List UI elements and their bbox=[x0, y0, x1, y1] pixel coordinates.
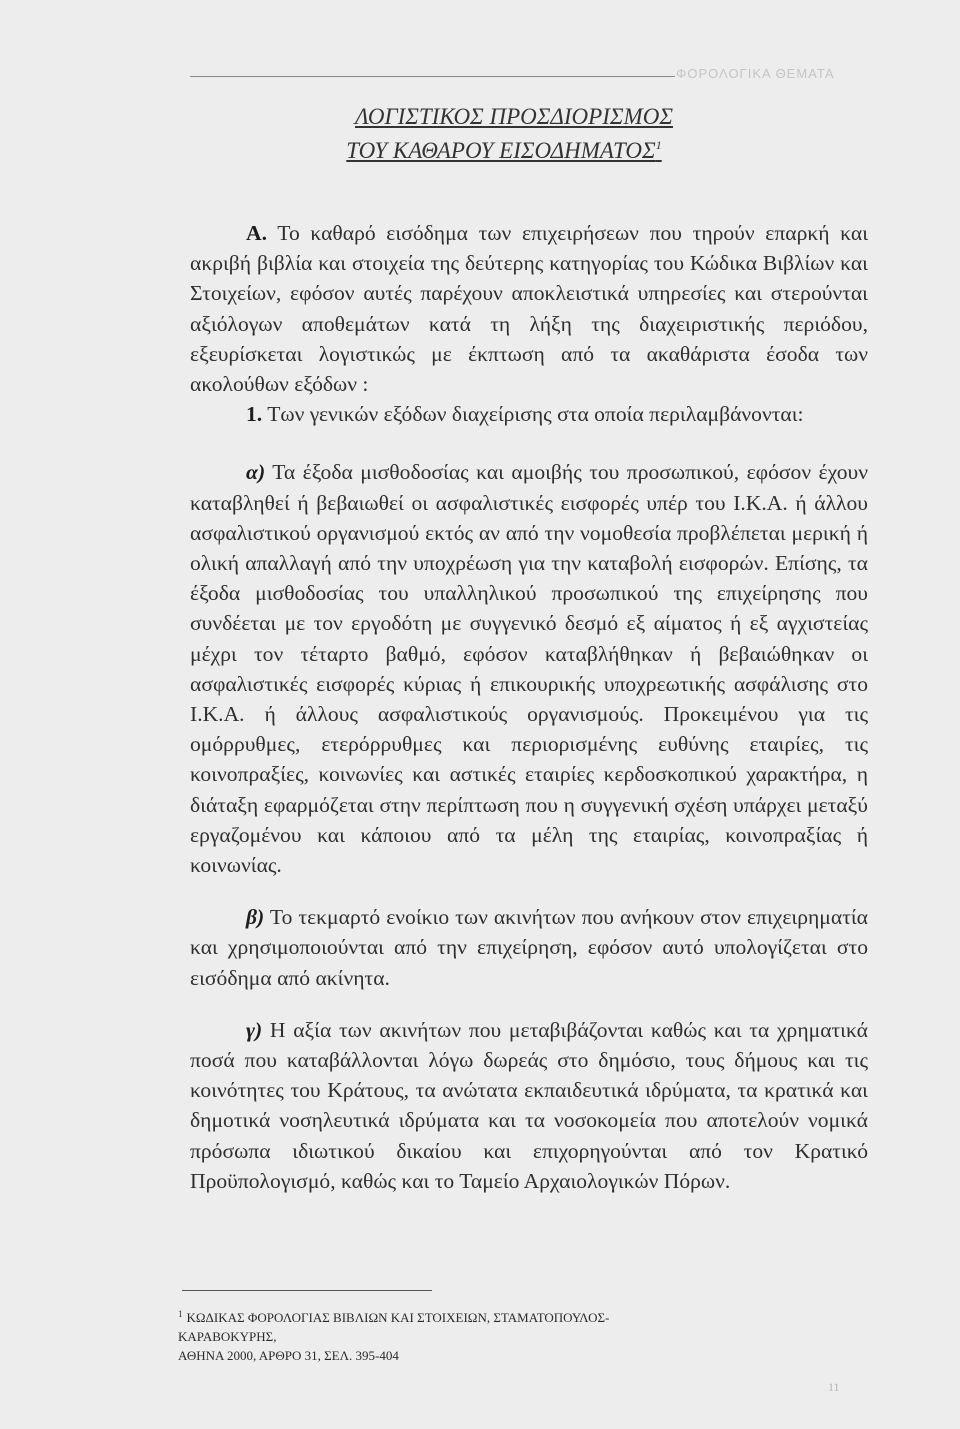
item-c-paragraph bbox=[190, 1015, 868, 1196]
title-footnote-ref: 1 bbox=[655, 138, 662, 152]
header-rule bbox=[190, 76, 675, 77]
body-text bbox=[190, 218, 868, 1196]
page-number: 11 bbox=[828, 1380, 840, 1394]
title-line-2 bbox=[0, 131, 960, 165]
footnote bbox=[178, 1305, 748, 1365]
footnote-mark: 1 bbox=[178, 1309, 183, 1319]
title-line-2-text: ΤΟΥ ΚΑΘΑΡΟΥ ΕΙΣΟΔΗΜΑΤΟΣ bbox=[346, 138, 656, 163]
footnote-line-1-text: ΚΩΔΙΚΑΣ ΦΟΡΟΛΟΓΙΑΣ ΒΙΒΛΙΩΝ ΚΑΙ ΣΤΟΙΧΕΙΩΝ, ΣΤΑΜΑΤΟΠΟΥΛΟΣ- bbox=[186, 1310, 610, 1325]
footnote-line-1 bbox=[178, 1305, 748, 1327]
item-c-mark: γ) bbox=[246, 1017, 263, 1042]
footnote-line-3: ΑΘΗΝΑ 2000, ΑΡΘΡΟ 31, ΣΕΛ. 395-404 bbox=[178, 1348, 399, 1363]
intro-paragraph bbox=[190, 218, 868, 399]
footnote-rule bbox=[182, 1290, 432, 1291]
footnote-line-2: ΚΑΡΑΒΟΚΥΡΗΣ, bbox=[178, 1329, 277, 1344]
point-text: Των γενικών εξόδων διαχείρισης στα οποία περιλαμβάνονται: bbox=[262, 402, 804, 427]
item-b-mark: β) bbox=[246, 905, 265, 930]
title-line-1: ΛΟΓΙΣΤΙΚΟΣ ΠΡΟΣΔΙΟΡΙΣΜΟΣ bbox=[355, 104, 673, 129]
item-a-text: Τα έξοδα μισθοδοσίας και αμοιβής του προσωπικού, εφόσον έχουν καταβληθεί ή βεβαιωθεί οι ασφαλιστικές εισφορές υπέρ του Ι.Κ.Α. ή άλλου ασφαλιστικού οργανισμού εκτός αν από την νομοθεσία προβλέπεται μερική ή ολική απαλλαγή από την υποχρέωση για την καταβολή εισφορών. Επίσης, τα έξοδα μισθοδοσίας του υπαλληλικού προσωπικού της επιχείρησης που συνδέεται με τον εργοδότη με συγγενικό δεσμό εξ αίματος ή εξ αγχιστείας μέχρι τον τέταρτο βαθμό, εφόσον καταβλήθηκαν ή βεβαιώθηκαν οι ασφαλιστικές εισφορές κύριας ή επικουρικής υποχρεωτικής ασφάλισης στο Ι.Κ.Α. ή άλλους ασφαλιστικούς οργανισμούς. Προκειμένου για τις ομόρρυθμες, ετερόρρυθμες και περιορισμένης ευθύνης εταιρίες, τις κοινοπραξίες, κοινωνίες και αστικές εταιρίες κερδοσκοπικού χαρακτήρα, η διάταξη εφαρμόζεται στην περίπτωση που η συγγενική σχέση υπάρχει μεταξύ εργαζομένου και κάποιου από τα μέλη της εταιρίας, κοινοπραξίας ή κοινωνίας. bbox=[190, 460, 868, 878]
item-b-paragraph bbox=[190, 902, 868, 993]
page-title bbox=[0, 102, 960, 165]
item-a-mark: α) bbox=[246, 460, 266, 485]
intro-mark: Α. bbox=[246, 221, 267, 245]
intro-text: Το καθαρό εισόδημα των επιχειρήσεων που τηρούν επαρκή και ακριβή βιβλία και στοιχεία της δεύτερης κατηγορίας του Κώδικα Βιβλίων και Στοιχείων, εφόσον αυτές παρέχουν αποκλειστικά υπηρεσίες και στερούνται αξιόλογων αποθεμάτων κατά τη λήξη της διαχειριστικής περιόδου, εξευρίσκεται λογιστικώς με έκπτωση από τα ακαθάριστα έσοδα των ακολούθων εξόδων : bbox=[190, 221, 868, 397]
item-c-text: Η αξία των ακινήτων που μεταβιβάζονται καθώς και τα χρηματικά ποσά που καταβάλλονται λόγω δωρεάς στο δημόσιο, τους δήμους και τις κοινότητες του Κράτους, τα ανώτατα εκπαιδευτικά ιδρύματα, τα κρατικά και δημοτικά νοσηλευτικά ιδρύματα και τα νοσοκομεία που αποτελούν νομικά πρόσωπα ιδιωτικού δικαίου και επιχορηγούνται από τον Κρατικό Προϋπολογισμό, καθώς και το Ταμείο Αρχαιολογικών Πόρων. bbox=[190, 1017, 868, 1193]
item-b-text: Το τεκμαρτό ενοίκιο των ακινήτων που ανήκουν στον επιχειρηματία και χρησιμοποιούνται από την επιχείρηση, εφόσον αυτό υπολογίζεται στο εισόδημα από ακίνητα. bbox=[190, 905, 868, 990]
item-a-paragraph bbox=[190, 457, 868, 880]
point-paragraph bbox=[190, 399, 868, 429]
running-head: ΦΟΡΟΛΟΓΙΚΑ ΘΕΜΑΤΑ bbox=[676, 66, 835, 81]
point-mark: 1. bbox=[246, 402, 263, 427]
